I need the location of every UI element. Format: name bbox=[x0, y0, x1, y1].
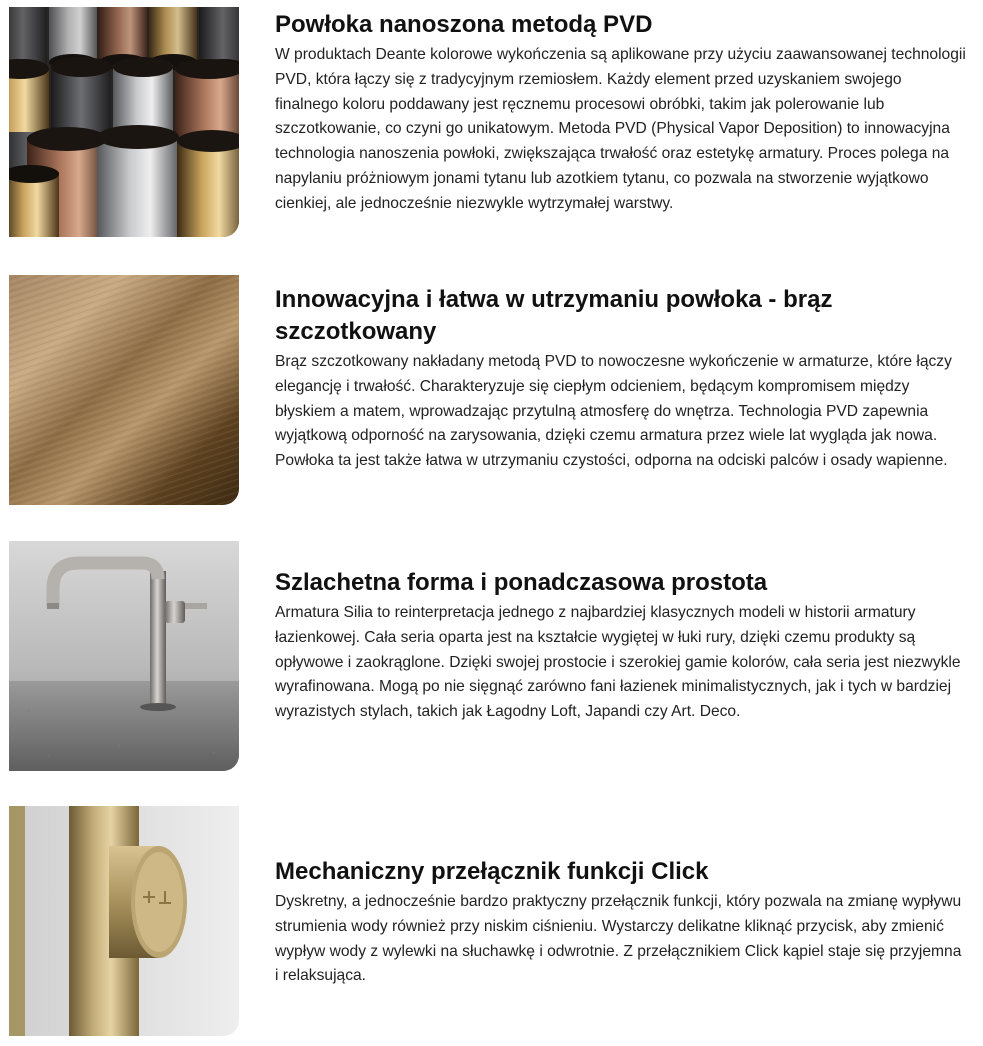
section-title: Szlachetna forma i ponadczasowa prostota bbox=[275, 569, 768, 596]
section-pvd-coating bbox=[9, 7, 969, 237]
section-click-switch bbox=[9, 806, 969, 1036]
click-switch-photo bbox=[9, 806, 239, 1036]
section-text bbox=[275, 567, 969, 725]
section-title: Powłoka nanoszona metodą PVD bbox=[275, 11, 653, 38]
section-noble-form bbox=[9, 541, 969, 771]
section-body: Armatura Silia to reinterpretacja jednego z najbardziej klasycznych modeli w historii armatury łazienkowej. Cała seria oparta jest na kształcie wygiętej w łuki rury, dzięki czemu produkty są opływowe i zaokrąglone. Dzięki swojej prostocie i szerokiej gamie kolorów, cała seria jest niezwykle wyrafinowana. Mogą po nie sięgnąć zarówno fani łazienek minimalistycznych, jak i tych w bardziej wyrazistych stylach, takich jak Łagodny Loft, Japandi czy Art. Deco. bbox=[275, 604, 961, 721]
section-title: Innowacyjna i łatwa w utrzymaniu powłoka - brąz szczotkowany bbox=[275, 286, 833, 345]
section-body: W produktach Deante kolorowe wykończenia są aplikowane przy użyciu zaawansowanej technologii PVD, która łączy się z tradycyjnym rzemiosłem. Każdy element przed uzyskaniem swojego finalnego koloru poddawany jest ręcznemu procesowi obróbki, takim jak polerowanie lub szczotkowanie, co czyni go unikatowym. Metoda PVD (Physical Vapor Deposition) to innowacyjna technologia nanoszenia powłoki, zwiększająca trwałość oraz estetykę armatury. Proces polega na napylaniu próżniowym jonami tytanu lub azotkiem tytanu, co pozwala na stworzenie wyjątkowo cienkiej, ale jednocześnie niezwykle wytrzymałej warstwy. bbox=[275, 46, 966, 212]
silia-faucet-photo bbox=[9, 541, 239, 771]
section-brushed-bronze bbox=[9, 275, 969, 505]
section-text bbox=[275, 856, 969, 989]
section-title: Mechaniczny przełącznik funkcji Click bbox=[275, 858, 709, 885]
brushed-bronze-texture-photo bbox=[9, 275, 239, 505]
section-text bbox=[275, 284, 969, 474]
section-body: Dyskretny, a jednocześnie bardzo praktyczny przełącznik funkcji, który pozwala na zmianę wypływu strumienia wody również przy niskim ciśnieniu. Wystarczy delikatne kliknąć przycisk, aby zmienić wypływ wody z wylewki na słuchawkę i odwrotnie. Z przełącznikiem Click kąpiel staje się przyjemna i relaksująca. bbox=[275, 893, 962, 985]
section-body: Brąz szczotkowany nakładany metodą PVD to nowoczesne wykończenie w armaturze, które łączy elegancję i trwałość. Charakteryzuje się ciepłym odcieniem, będącym kompromisem między błyskiem a matem, wprowadzając przytulną atmosferę do wnętrza. Technologia PVD zapewnia wyjątkową odporność na zarysowania, dzięki czemu armatura przez wiele lat wygląda jak nowa. Powłoka ta jest także łatwa w utrzymaniu czystości, odporna na odciski palców i osady wapienne. bbox=[275, 353, 952, 470]
pvd-color-samples-photo bbox=[9, 7, 239, 237]
section-text bbox=[275, 9, 969, 217]
